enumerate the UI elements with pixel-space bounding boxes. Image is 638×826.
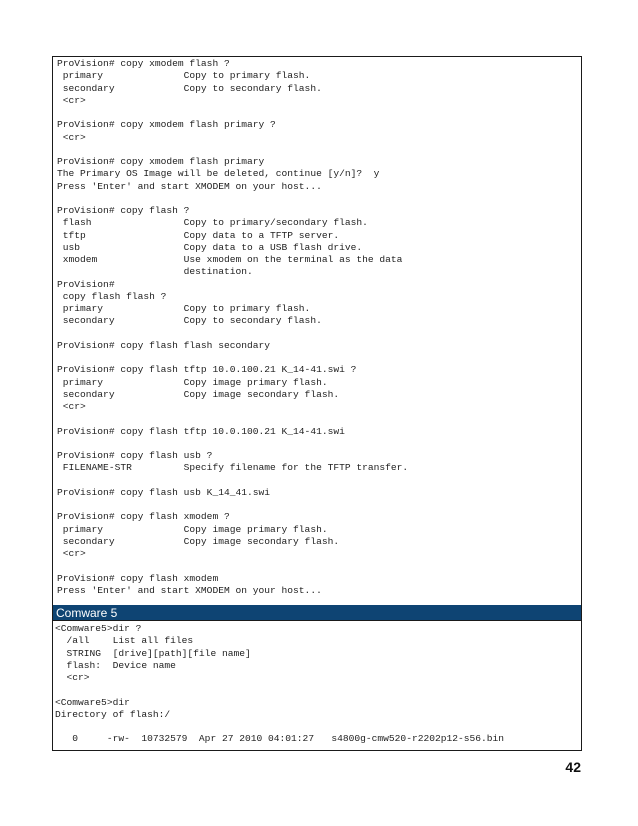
code-line: FILENAME-STR Specify filename for the TFTP transfer. — [57, 462, 409, 474]
code-line: ProVision# copy flash ? — [57, 205, 190, 216]
code-line: secondary Copy image secondary flash. — [57, 535, 340, 547]
code-line: <cr> — [57, 401, 86, 412]
code-line: ProVision# copy flash flash secondary — [57, 339, 271, 351]
comware-cli-listing — [55, 623, 504, 746]
code-line: <cr> — [57, 548, 86, 559]
code-line: ProVision# copy xmodem flash ? — [57, 58, 230, 69]
code-line: ProVision# copy flash xmodem ? — [57, 511, 230, 523]
code-line: <cr> — [57, 94, 86, 106]
code-line: flash: Device name — [55, 659, 176, 671]
code-line: <Comware5>dir — [55, 696, 130, 708]
code-line: primary Copy to primary flash. — [57, 303, 311, 314]
code-line: Press 'Enter' and start XMODEM on your host... — [57, 180, 322, 192]
code-line: ProVision# copy xmodem flash primary — [57, 156, 265, 167]
code-line: ProVision# copy flash tftp 10.0.100.21 K_14-41.swi — [57, 425, 345, 437]
code-line: <cr> — [55, 672, 90, 683]
code-line: tftp Copy data to a TFTP server. — [57, 229, 340, 241]
code-line: flash Copy to primary/secondary flash. — [57, 217, 368, 229]
code-line: The Primary OS Image will be deleted, continue [y/n]? y — [57, 168, 380, 180]
code-line: primary Copy image primary flash. — [57, 523, 328, 535]
code-line: ProVision# copy xmodem flash primary ? — [57, 119, 276, 131]
code-line: /all List all files — [55, 635, 194, 647]
page-number: 42 — [565, 759, 581, 775]
code-line: ProVision# copy flash usb ? — [57, 450, 213, 461]
code-line: xmodem Use xmodem on the terminal as the data — [57, 254, 403, 265]
code-line: STRING [drive][path][file name] — [55, 647, 251, 659]
code-line: copy flash flash ? — [57, 290, 167, 302]
code-line: ProVision# copy flash xmodem — [57, 572, 219, 584]
code-line: destination. — [57, 266, 253, 278]
code-line: Press 'Enter' and start XMODEM on your host... — [57, 584, 322, 596]
code-line: ProVision# — [57, 278, 115, 290]
code-line: ProVision# copy flash usb K_14_41.swi — [57, 486, 271, 498]
code-line: secondary Copy to secondary flash. — [57, 315, 322, 327]
code-line: 0 -rw- 10732579 Apr 27 2010 04:01:27 s4800g-cmw520-r2202p12-s56.bin — [55, 733, 505, 745]
code-line: usb Copy data to a USB flash drive. — [57, 241, 363, 253]
code-line: secondary Copy image secondary flash. — [57, 388, 340, 400]
code-line: <Comware5>dir ? — [55, 623, 142, 634]
code-example-box — [52, 56, 582, 751]
code-line: <cr> — [57, 131, 86, 143]
code-line: ProVision# copy flash tftp 10.0.100.21 K_14-41.swi ? — [57, 364, 357, 376]
code-line: Directory of flash:/ — [55, 708, 171, 720]
code-line: primary Copy to primary flash. — [57, 70, 311, 82]
code-line: primary Copy image primary flash. — [57, 376, 328, 388]
code-line: secondary Copy to secondary flash. — [57, 82, 322, 94]
comware-section-header: Comware 5 — [53, 605, 581, 621]
provision-cli-listing — [57, 58, 408, 597]
